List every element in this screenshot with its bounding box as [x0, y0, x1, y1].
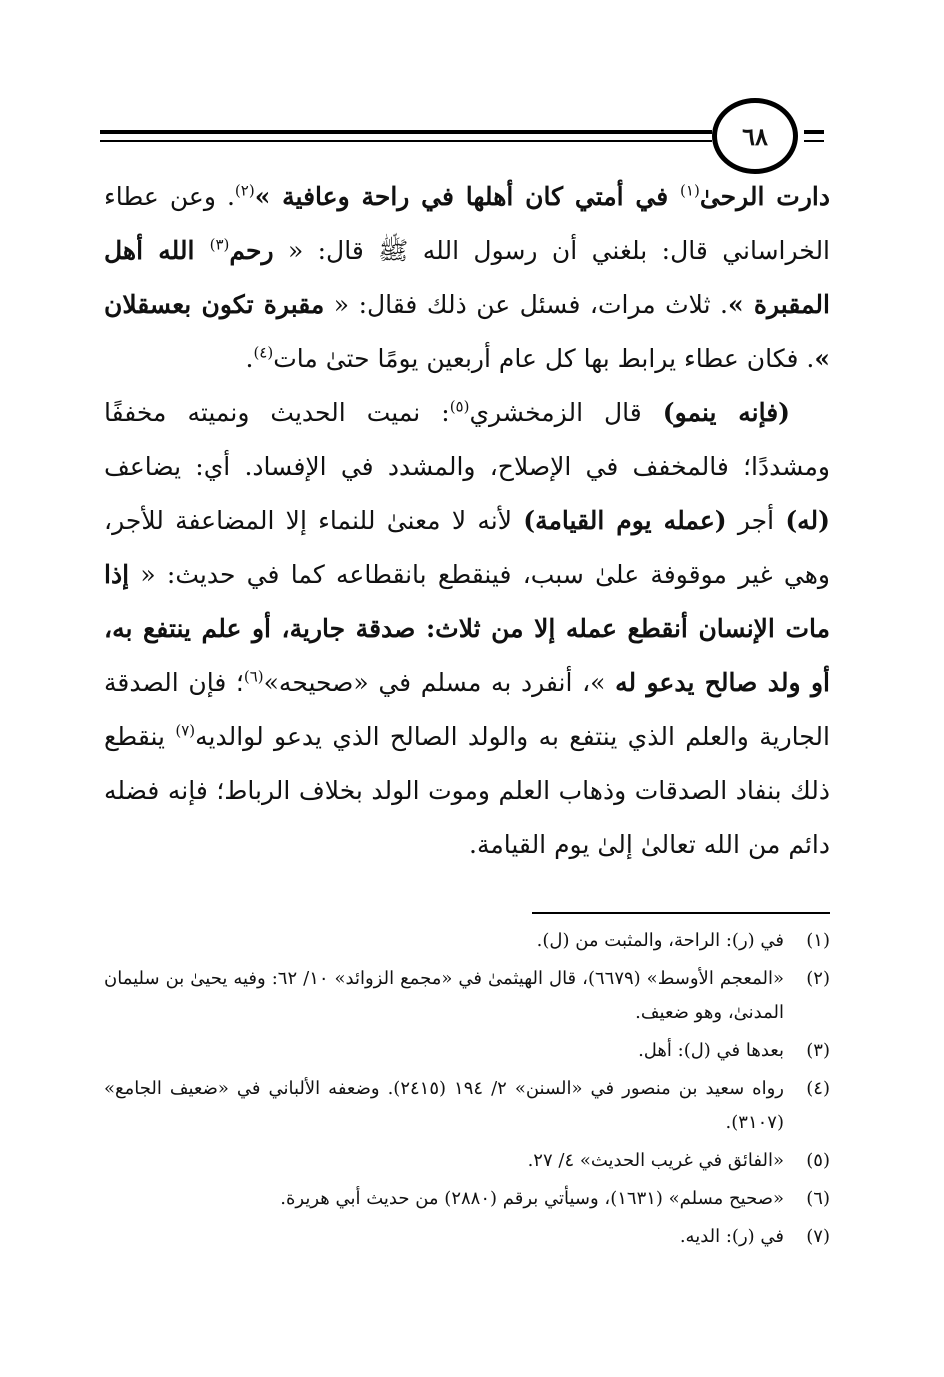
footnote-ref: (٤): [253, 343, 274, 362]
footnote-number: (٣): [806, 1040, 830, 1061]
footnote-item: [104, 1182, 830, 1216]
page-number: ٦٨: [712, 98, 798, 174]
footnote-text: «صحيح مسلم» (١٦٣١)، وسيأتي برقم (٢٨٨٠) من حديث أبي هريرة.: [280, 1188, 784, 1209]
footnote-number: (٤): [806, 1078, 830, 1099]
paragraph-1: [104, 170, 830, 386]
body-text: ينقطع ذلك بنفاد الصدقات وذهاب العلم وموت الولد بخلاف الرباط؛ فإنه فضله دائم من الله تعالىٰ إلىٰ يوم القيامة.: [104, 722, 830, 859]
hadith-text: دارت الرحىٰ: [699, 182, 830, 211]
footnote-ref: (٦): [243, 667, 264, 686]
body-text: . وعن عطاء الخراساني قال: بلغني أن رسول الله ﷺ قال: «: [104, 182, 831, 265]
hadith-text: الله أهل المقبرة »: [104, 236, 830, 319]
footnote-item: [104, 1034, 830, 1068]
footnote-number: (١): [806, 930, 830, 951]
body-text: : نميت الحديث ونميته مخففًا ومشددًا؛ فالمخفف في الإصلاح، والمشدد في الإفساد. أي: يضاعف: [104, 398, 830, 481]
paragraph-2: [104, 386, 830, 872]
header-rule: [100, 130, 712, 134]
body-text: أجر: [726, 506, 786, 535]
body-text: قال الزمخشري: [469, 398, 663, 427]
hadith-text: رحم: [229, 236, 274, 265]
page-header: [100, 96, 824, 176]
footnote-ref: (٣): [209, 235, 230, 254]
header-rule-thin: [100, 140, 712, 142]
footnote-item: [104, 1144, 830, 1178]
footnote-number: (٥): [806, 1150, 830, 1171]
footnote-item: [104, 962, 830, 1030]
footnote-number: (٦): [806, 1188, 830, 1209]
body-text: . ثلاث مرات، فسئل عن ذلك فقال: «: [324, 290, 728, 319]
hadith-text: إذا مات الإنسان أنقطع عمله إلا من ثلاث: صدقة جارية، أو علم ينتفع به، أو ولد صالح يدعو له: [104, 560, 830, 697]
footnote-item: [104, 924, 830, 958]
footnote-text: في (ر): الراحة، والمثبت من (ل).: [536, 930, 784, 951]
body-text: ؛ فإن الصدقة الجارية والعلم الذي ينتفع به والولد الصالح الذي يدعو لوالديه: [104, 668, 830, 751]
footnote-ref: (٥): [449, 397, 470, 416]
footnote-number: (٢): [806, 968, 830, 989]
footnote-ref: (٢): [234, 181, 255, 200]
body-text: . فكان عطاء يرابط بها كل عام أربعين يومًا حتىٰ مات: [273, 344, 815, 373]
matn-quote: (فإنه ينمو): [662, 398, 790, 427]
body-text: لأنه لا معنىٰ للنماء إلا المضاعفة للأجر، وهي غير موقوفة علىٰ سبب، فينقطع بانقطاعه كما في حديث: «: [104, 506, 830, 589]
body-text: »، أنفرد به مسلم في «صحيحه»: [263, 668, 616, 697]
header-rule-right-thin: [804, 140, 824, 142]
footnote-item: [104, 1072, 830, 1140]
hadith-text: في أمتي كان أهلها في راحة وعافية »: [254, 182, 681, 211]
footnote-text: في (ر): الديه.: [679, 1226, 784, 1247]
matn-quote: (له): [785, 506, 830, 535]
footnote-ref: (١): [680, 181, 700, 200]
footnote-item: [104, 1220, 830, 1254]
footnote-text: رواه سعيد بن منصور في «السنن» ٢/ ١٩٤ (٢٤١٥). وضعفه الألباني في «ضعيف الجامع» (٣١٠٧).: [104, 1078, 784, 1133]
hadith-text: مقبرة تكون بعسقلان »: [104, 290, 830, 373]
header-rule-right: [804, 130, 824, 134]
body-text: .: [245, 344, 254, 373]
main-text: [104, 170, 830, 872]
matn-quote: (عمله يوم القيامة): [523, 506, 727, 535]
footnote-number: (٧): [806, 1226, 830, 1247]
footnotes: [104, 924, 830, 1258]
footnote-text: «الفائق في غريب الحديث» ٤/ ٢٧.: [527, 1150, 784, 1171]
footnote-text: بعدها في (ل): أهل.: [638, 1040, 784, 1061]
footnote-text: «المعجم الأوسط» (٦٦٧٩)، قال الهيثمىٰ في «مجمع الزوائد» ١٠/ ٦٢: وفيه يحيىٰ بن سليمان المدنىٰ، وهو ضعيف.: [104, 968, 785, 1023]
footnote-separator: [532, 912, 830, 914]
footnote-ref: (٧): [175, 721, 196, 740]
